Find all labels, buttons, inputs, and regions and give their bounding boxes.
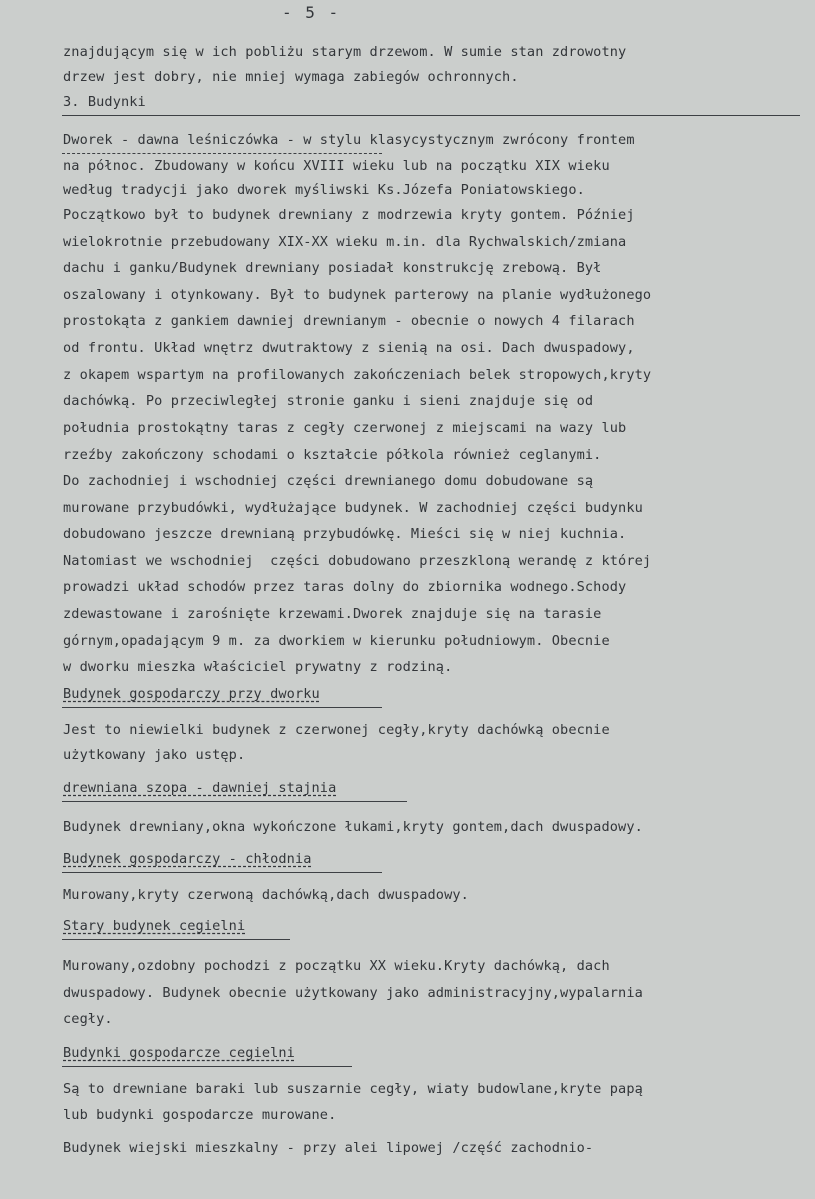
text-line-22: zdewastowane i zarośnięte krzewami.Dworek znajduje się na tarasie: [63, 606, 602, 622]
subheading-brickworks: Stary budynek cegielni: [63, 918, 246, 934]
text-line-15: południa prostokątny taras z cegły czerwonej z miejscami na wazy lub: [63, 420, 627, 436]
page-number: - 5 -: [282, 3, 341, 22]
dashed-rule: [62, 153, 382, 154]
text-line-33: Murowany,ozdobny pochodzi z początku XX wieku.Kryty dachówką, dach: [63, 958, 610, 974]
subheading-outbuilding: Budynek gospodarczy przy dworku: [63, 686, 320, 702]
text-line-18: murowane przybudówki, wydłużające budynek. W zachodniej części budynku: [63, 500, 643, 516]
text-line-17: Do zachodniej i wschodniej części drewnianego domu dobudowane są: [63, 473, 594, 489]
text-line-39: Budynek wiejski mieszkalny - przy alei lipowej /część zachodnio-: [63, 1140, 594, 1156]
text-line-23: górnym,opadającym 9 m. za dworkiem w kierunku południowym. Obecnie: [63, 633, 610, 649]
subheading-shed: drewniana szopa - dawniej stajnia: [63, 780, 337, 796]
text-line-8: wielokrotnie przebudowany XIX-XX wieku m.in. dla Rychwalskich/zmiana: [63, 234, 627, 250]
section-heading: 3. Budynki: [63, 94, 146, 110]
text-line-38: lub budynki gospodarcze murowane.: [63, 1107, 337, 1123]
text-line-26: Jest to niewielki budynek z czerwonej cegły,kryty dachówką obecnie: [63, 722, 610, 738]
text-line-19: dobudowano jeszcze drewnianą przybudówkę. Mieści się w niej kuchnia.: [63, 526, 627, 542]
text-line-2: drzew jest dobry, nie mniej wymaga zabiegów ochronnych.: [63, 69, 519, 85]
text-line-37: Są to drewniane baraki lub suszarnie cegły, wiaty budowlane,kryte papą: [63, 1081, 643, 1097]
text-line-7: Początkowo był to budynek drewniany z modrzewia kryty gontem. Później: [63, 207, 635, 223]
subheading-rule: [62, 939, 290, 940]
subheading-brickworks-outbuildings: Budynki gospodarcze cegielni: [63, 1045, 295, 1061]
subheading-rule: [62, 872, 382, 873]
text-line-1: znajdującym się w ich pobliżu starym drzewom. W sumie stan zdrowotny: [63, 44, 627, 60]
subheading-rule: [62, 707, 382, 708]
text-line-14: dachówką. Po przeciwległej stronie ganku i sieni znajduje się od: [63, 393, 594, 409]
text-line-4: Dworek - dawna leśniczówka - w stylu klasycystycznym zwrócony frontem: [63, 132, 635, 148]
text-line-34: dwuspadowy. Budynek obecnie użytkowany jako administracyjny,wypalarnia: [63, 985, 643, 1001]
text-line-24: w dworku mieszka właściciel prywatny z rodziną.: [63, 659, 453, 675]
section-rule: [62, 115, 800, 116]
subheading-rule: [62, 801, 407, 802]
text-line-16: rzeźby zakończony schodami o kształcie półkola również ceglanymi.: [63, 447, 602, 463]
text-line-21: prowadzi układ schodów przez taras dolny do zbiornika wodnego.Schody: [63, 579, 627, 595]
text-line-27: użytkowany jako ustęp.: [63, 747, 246, 763]
text-line-12: od frontu. Układ wnętrz dwutraktowy z sienią na osi. Dach dwuspadowy,: [63, 340, 635, 356]
text-line-10: oszalowany i otynkowany. Był to budynek parterowy na planie wydłużonego: [63, 287, 652, 303]
text-line-6: według tradycji jako dworek myśliwski Ks.Józefa Poniatowskiego.: [63, 182, 585, 198]
subheading-rule: [62, 1066, 352, 1067]
subheading-coldstore: Budynek gospodarczy - chłodnia: [63, 851, 312, 867]
text-line-9: dachu i ganku/Budynek drewniany posiadał konstrukcję zrebową. Był: [63, 260, 602, 276]
text-line-35: cegły.: [63, 1011, 113, 1027]
text-line-20: Natomiast we wschodniej części dobudowano przeszkloną werandę z której: [63, 553, 652, 569]
text-line-13: z okapem wspartym na profilowanych zakończeniach belek stropowych,kryty: [63, 367, 652, 383]
text-line-5: na północ. Zbudowany w końcu XVIII wieku lub na początku XIX wieku: [63, 158, 610, 174]
text-line-29: Budynek drewniany,okna wykończone łukami,kryty gontem,dach dwuspadowy.: [63, 819, 643, 835]
text-line-11: prostokąta z gankiem dawniej drewnianym - obecnie o nowych 4 filarach: [63, 313, 635, 329]
text-line-31: Murowany,kryty czerwoną dachówką,dach dwuspadowy.: [63, 887, 469, 903]
